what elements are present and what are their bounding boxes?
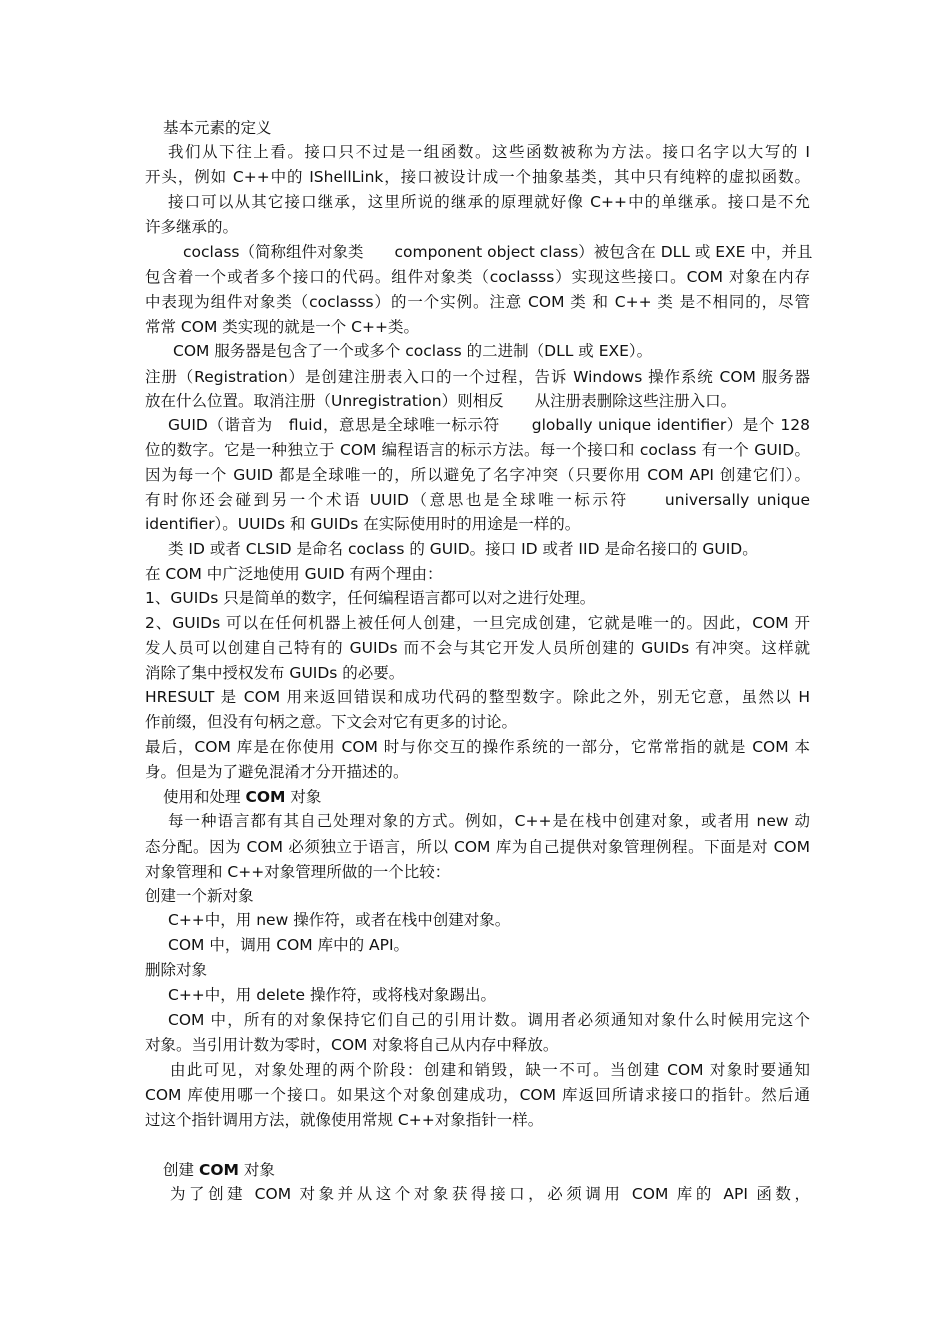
paragraph-line: 开头，例如 C++中的 IShellLink，接口被设计成一个抽象基类，其中只有纯粹的虚拟函数。 — [145, 168, 810, 186]
paragraph-line: 对象管理和 C++对象管理所做的一个比较： — [145, 863, 451, 881]
paragraph-line: 过这个指针调用方法，就像使用常规 C++对象指针一样。 — [145, 1111, 544, 1129]
paragraph-line: 对象。当引用计数为零时，COM 对象将自己从内存中释放。 — [145, 1036, 559, 1054]
paragraph-line: 最后，COM 库是在你使用 COM 时与你交互的操作系统的一部分，它常常指的就是 COM 本 — [145, 738, 810, 756]
paragraph-line: 放在什么位置。取消注册（Unregistration）则相反 从注册表删除这些注册入口。 — [145, 392, 737, 410]
list-item: 1、GUIDs 只是简单的数字，任何编程语言都可以对之进行处理。 — [145, 589, 596, 607]
section-heading-create-com — [163, 1160, 275, 1180]
paragraph-line: coclass（简称组件对象类 component object class）被包含在 DLL 或 EXE 中，并且 — [183, 243, 813, 261]
paragraph-line: HRESULT 是 COM 用来返回错误和成功代码的整型数字。除此之外，别无它意，虽然以 H — [145, 688, 810, 706]
paragraph-line: 许多继承的。 — [145, 218, 239, 236]
paragraph-line: C++中，用 delete 操作符，或将栈对象踢出。 — [168, 986, 496, 1004]
section-heading-using-com — [163, 787, 321, 807]
paragraph-line: 接口可以从其它接口继承，这里所说的继承的原理就好像 C++中的单继承。接口是不允 — [168, 193, 810, 211]
paragraph-line: 作前缀，但没有句柄之意。下文会对它有更多的讨论。 — [145, 713, 518, 731]
paragraph-line: C++中，用 new 操作符，或者在栈中创建对象。 — [168, 911, 511, 929]
paragraph-line: 身。但是为了避免混淆才分开描述的。 — [145, 763, 409, 781]
heading-bold-text: COM — [245, 788, 286, 806]
paragraph-line: 每一种语言都有其自己处理对象的方式。例如，C++是在栈中创建对象，或者用 new 动 — [168, 812, 810, 830]
paragraph-line: 消除了集中授权发布 GUIDs 的必要。 — [145, 664, 405, 682]
paragraph-line: 我们从下往上看。接口只不过是一组函数。这些函数被称为方法。接口名字以大写的 I — [168, 143, 810, 161]
paragraph-line: 注册（Registration）是创建注册表入口的一个过程，告诉 Windows 操作系统 COM 服务器 — [145, 368, 810, 386]
section-heading-basics: 基本元素的定义 — [163, 119, 272, 137]
paragraph-line: 类 ID 或者 CLSID 是命名 coclass 的 GUID。接口 ID 或者 IID 是命名接口的 GUID。 — [168, 540, 758, 558]
paragraph-line: 发人员可以创建自己特有的 GUIDs 而不会与其它开发人员所创建的 GUIDs 有冲突。这样就 — [145, 639, 810, 657]
paragraph-line: 因为每一个 GUID 都是全球唯一的，所以避免了名字冲突（只要你用 COM API 创建它们）。 — [145, 466, 810, 484]
list-item: 2、GUIDs 可以在任何机器上被任何人创建，一旦完成创建，它就是唯一的。因此，COM 开 — [145, 614, 810, 632]
paragraph-line: 常常 COM 类实现的就是一个 C++类。 — [145, 318, 419, 336]
paragraph-line: COM 中，所有的对象保持它们自己的引用计数。调用者必须通知对象什么时候用完这个 — [168, 1011, 810, 1029]
heading-text: 对象 — [285, 788, 322, 806]
paragraph-line: COM 服务器是包含了一个或多个 coclass 的二进制（DLL 或 EXE）。 — [173, 342, 653, 360]
paragraph-line: GUID（谐音为 fluid，意思是全球唯一标示符 globally unique identifier）是个 128 — [168, 416, 810, 434]
paragraph-line: identifier）。UUIDs 和 GUIDs 在实际使用时的用途是一样的。 — [145, 515, 581, 533]
subheading-delete: 删除对象 — [145, 961, 208, 979]
paragraph-line: 中表现为组件对象类（coclasss）的一个实例。注意 COM 类 和 C++ 类 是不相同的，尽管 — [145, 293, 810, 311]
paragraph-line: 由此可见，对象处理的两个阶段：创建和销毁，缺一不可。当创建 COM 对象时要通知 — [170, 1061, 810, 1079]
paragraph-line: COM 中，调用 COM 库中的 API。 — [168, 936, 410, 954]
paragraph-line: COM 库使用哪一个接口。如果这个对象创建成功，COM 库返回所请求接口的指针。然后通 — [145, 1086, 810, 1104]
paragraph-line: 为了创建 COM 对象并从这个对象获得接口，必须调用 COM 库的 API 函数， — [170, 1185, 810, 1203]
subheading-create: 创建一个新对象 — [145, 887, 254, 905]
paragraph-line: 在 COM 中广泛地使用 GUID 有两个理由： — [145, 565, 443, 583]
heading-bold-text: COM — [198, 1161, 239, 1179]
heading-text: 对象 — [238, 1161, 275, 1179]
heading-text: 使用和处理 — [163, 788, 246, 806]
paragraph-line: 包含着一个或者多个接口的代码。组件对象类（coclasss）实现这些接口。COM 对象在内存 — [145, 268, 810, 286]
heading-text: 创建 — [163, 1161, 199, 1179]
paragraph-line: 态分配。因为 COM 必须独立于语言，所以 COM 库为自己提供对象管理例程。下面是对 COM — [145, 838, 810, 856]
paragraph-line: 位的数字。它是一种独立于 COM 编程语言的标示方法。每一个接口和 coclass 有一个 GUID。 — [145, 441, 810, 459]
paragraph-line: 有时你还会碰到另一个术语 UUID（意思也是全球唯一标示符 universally unique — [145, 491, 810, 509]
